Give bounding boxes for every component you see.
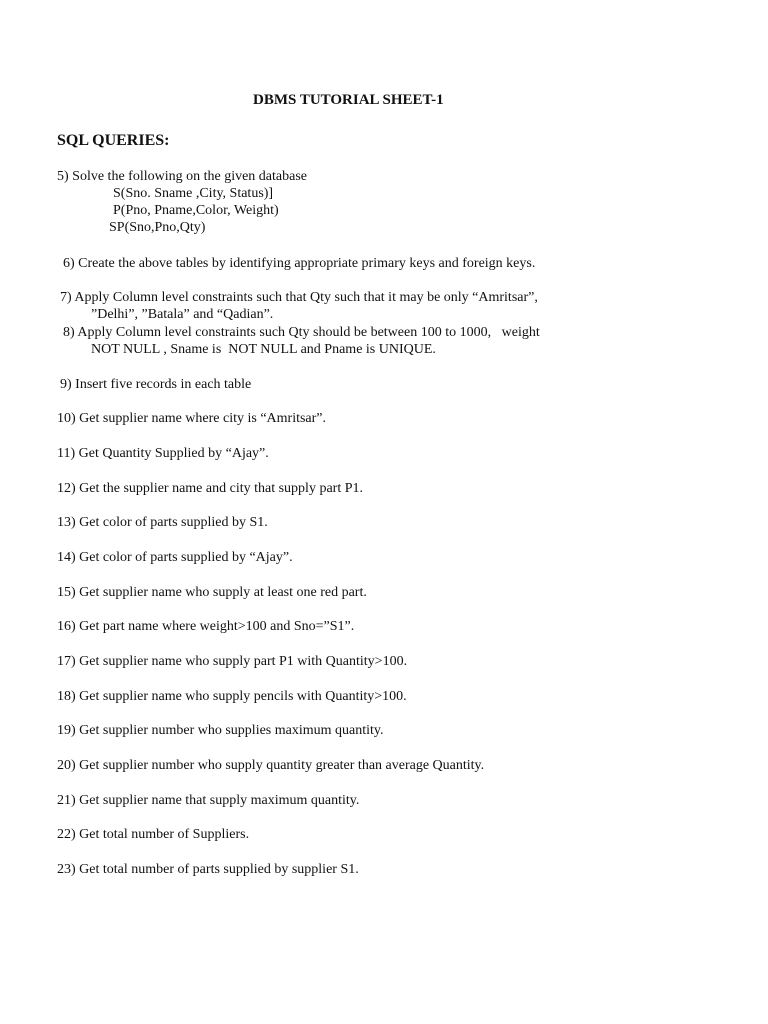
question-19: 19) Get supplier number who supplies maximum quantity. — [57, 723, 384, 738]
question-7-line-1: 7) Apply Column level constraints such that Qty such that it may be only “Amritsar”, — [60, 290, 538, 305]
schema-sp: SP(Sno,Pno,Qty) — [109, 220, 206, 235]
question-8-line-2: NOT NULL , Sname is NOT NULL and Pname is UNIQUE. — [91, 342, 436, 357]
page-title: DBMS TUTORIAL SHEET-1 — [253, 92, 444, 108]
question-12: 12) Get the supplier name and city that supply part P1. — [57, 481, 363, 496]
question-18: 18) Get supplier name who supply pencils with Quantity>100. — [57, 689, 407, 704]
question-5-intro: 5) Solve the following on the given database — [57, 169, 307, 184]
question-15: 15) Get supplier name who supply at least one red part. — [57, 585, 367, 600]
question-17: 17) Get supplier name who supply part P1 with Quantity>100. — [57, 654, 408, 669]
question-8-line-1: 8) Apply Column level constraints such Qty should be between 100 to 1000, weight — [63, 325, 540, 340]
question-11: 11) Get Quantity Supplied by “Ajay”. — [57, 446, 269, 461]
question-20: 20) Get supplier number who supply quantity greater than average Quantity. — [57, 758, 485, 773]
question-14: 14) Get color of parts supplied by “Ajay”. — [57, 550, 293, 565]
question-22: 22) Get total number of Suppliers. — [57, 827, 250, 842]
question-7-line-2: ”Delhi”, ”Batala” and “Qadian”. — [91, 307, 274, 322]
question-13: 13) Get color of parts supplied by S1. — [57, 515, 268, 530]
question-16: 16) Get part name where weight>100 and Sno=”S1”. — [57, 619, 355, 634]
question-23: 23) Get total number of parts supplied by supplier S1. — [57, 862, 359, 877]
question-9: 9) Insert five records in each table — [60, 377, 252, 392]
schema-p: P(Pno, Pname,Color, Weight) — [113, 203, 279, 218]
question-6: 6) Create the above tables by identifying appropriate primary keys and foreign keys. — [63, 256, 536, 271]
schema-s: S(Sno. Sname ,City, Status)] — [113, 186, 274, 201]
question-10: 10) Get supplier name where city is “Amritsar”. — [57, 411, 327, 426]
question-21: 21) Get supplier name that supply maximum quantity. — [57, 793, 360, 808]
section-heading: SQL QUERIES: — [57, 132, 170, 149]
